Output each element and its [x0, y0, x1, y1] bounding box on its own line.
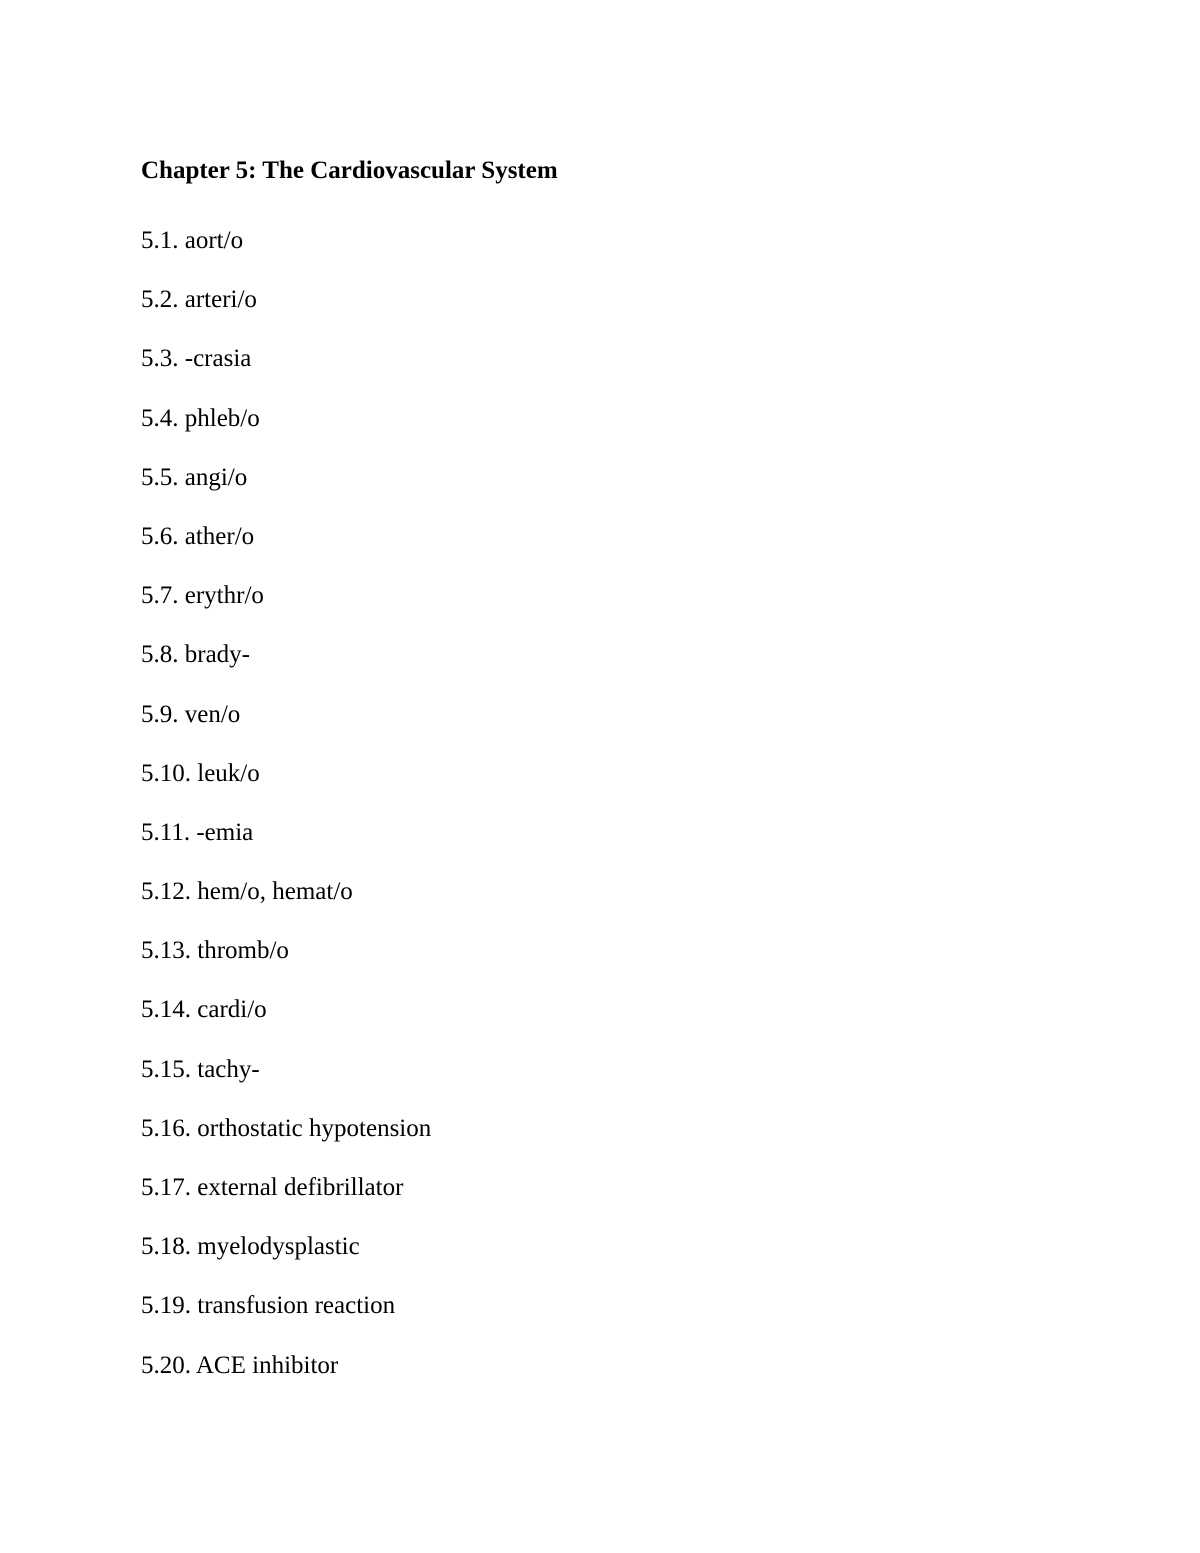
- term-item: 5.15. tachy-: [141, 1055, 260, 1083]
- term-item: 5.4. phleb/o: [141, 404, 260, 432]
- term-item: 5.11. -emia: [141, 818, 254, 846]
- term-item: 5.14. cardi/o: [141, 996, 267, 1024]
- term-item: 5.1. aort/o: [141, 227, 244, 254]
- term-item: 5.6. ather/o: [141, 522, 255, 550]
- term-item: 5.13. thromb/o: [141, 937, 289, 965]
- term-item: 5.5. angi/o: [141, 463, 248, 491]
- term-item: 5.8. brady-: [141, 641, 250, 669]
- term-item: 5.2. arteri/o: [141, 286, 257, 314]
- term-list: [141, 225, 431, 1409]
- term-item: 5.10. leuk/o: [141, 759, 260, 787]
- chapter-heading: Chapter 5: The Cardiovascular System: [141, 157, 558, 184]
- term-item: 5.19. transfusion reaction: [141, 1292, 396, 1320]
- term-item: 5.16. orthostatic hypotension: [141, 1114, 432, 1142]
- term-item: 5.12. hem/o, hemat/o: [141, 878, 353, 906]
- term-item: 5.18. myelodysplastic: [141, 1233, 360, 1261]
- term-item: 5.7. erythr/o: [141, 582, 264, 610]
- term-item: 5.3. -crasia: [141, 345, 252, 373]
- term-item: 5.9. ven/o: [141, 700, 241, 728]
- term-item: 5.17. external defibrillator: [141, 1174, 404, 1201]
- term-item: 5.20. ACE inhibitor: [141, 1351, 339, 1379]
